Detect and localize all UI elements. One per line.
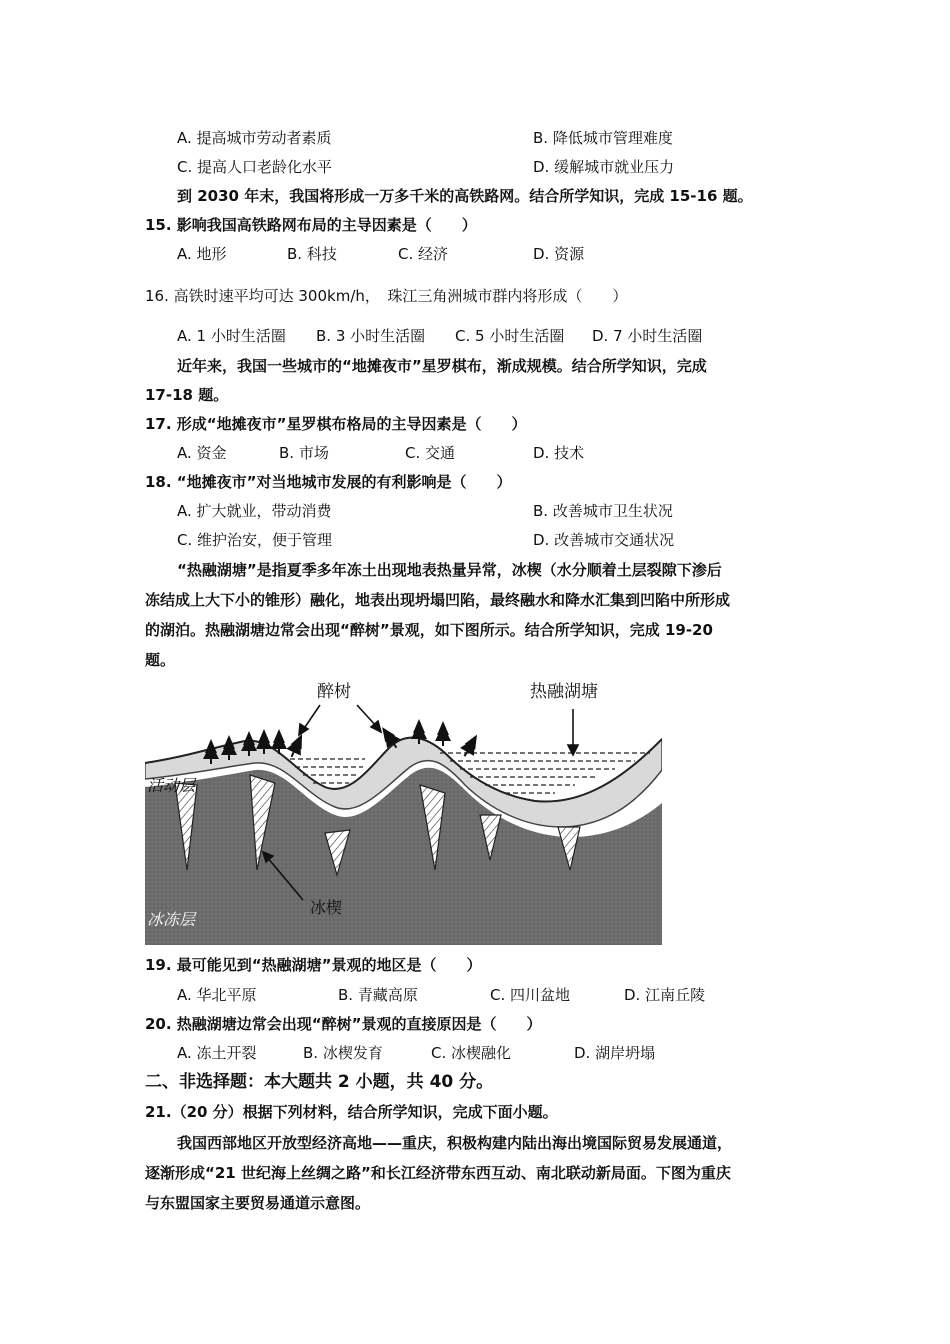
q15-option-c: C. 经济 <box>398 245 449 263</box>
q14-option-a: A. 提高城市劳动者素质 <box>177 129 332 147</box>
q14-option-c: C. 提高人口老龄化水平 <box>177 158 333 176</box>
q21-para-line2: 逐渐形成“21 世纪海上丝绸之路”和长江经济带东西互动、南北联动新局面。下图为重庆 <box>145 1164 731 1182</box>
intro-19-20-line2: 冻结成上大下小的锥形）融化，地表出现坍塌凹陷，最终融水和降水汇集到凹陷中所形成 <box>145 591 731 609</box>
intro-19-20-line1: “热融湖塘”是指夏季多年冻土出现地表热量异常，冰楔（水分顺着土层裂隙下渗后 <box>177 561 722 579</box>
q15-option-d: D. 资源 <box>533 245 585 263</box>
q19-option-d: D. 江南丘陵 <box>624 986 706 1004</box>
q16-option-b: B. 3 小时生活圈 <box>316 327 426 345</box>
thermokarst-diagram <box>145 675 662 945</box>
label-active-layer: 活动层 <box>147 776 196 795</box>
q14-option-b: B. 降低城市管理难度 <box>533 129 673 147</box>
intro-17-18-line1: 近年来，我国一些城市的“地摊夜市”星罗棋布，渐成规模。结合所学知识，完成 <box>177 357 707 375</box>
intro-19-20-line4: 题。 <box>145 651 176 669</box>
section-2-title: 二、非选择题：本大题共 2 小题，共 40 分。 <box>145 1072 494 1092</box>
q15-option-b: B. 科技 <box>287 245 337 263</box>
q18-option-b: B. 改善城市卫生状况 <box>533 502 673 520</box>
q20-option-b: B. 冰楔发育 <box>303 1044 383 1062</box>
q19-option-b: B. 青藏高原 <box>338 986 418 1004</box>
q18-option-a: A. 扩大就业，带动消费 <box>177 502 332 520</box>
q20-option-a: A. 冻土开裂 <box>177 1044 257 1062</box>
q20-option-d: D. 湖岸坍塌 <box>574 1044 656 1062</box>
intro-19-20-line3: 的湖泊。热融湖塘边常会出现“醉树”景观，如下图所示。结合所学知识，完成 19-20 <box>145 621 713 639</box>
label-ice-wedge: 冰楔 <box>310 898 343 917</box>
q20-option-c: C. 冰楔融化 <box>431 1044 512 1062</box>
q17-stem: 17. 形成“地摊夜市”星罗棋布格局的主导因素是（ ） <box>145 415 527 433</box>
q18-stem: 18. “地摊夜市”对当地城市发展的有利影响是（ ） <box>145 473 512 491</box>
q17-option-a: A. 资金 <box>177 444 227 462</box>
q17-option-b: B. 市场 <box>279 444 329 462</box>
label-thaw-lake: 热融湖塘 <box>530 682 598 702</box>
q14-option-d: D. 缓解城市就业压力 <box>533 158 675 176</box>
q21-para-line1: 我国西部地区开放型经济高地——重庆，积极构建内陆出海出境国际贸易发展通道， <box>177 1134 733 1152</box>
q19-option-c: C. 四川盆地 <box>490 986 571 1004</box>
q19-stem: 19. 最可能见到“热融湖塘”景观的地区是（ ） <box>145 956 482 974</box>
q15-stem: 15. 影响我国高铁路网布局的主导因素是（ ） <box>145 216 477 234</box>
q16-option-a: A. 1 小时生活圈 <box>177 327 286 345</box>
q16-option-d: D. 7 小时生活圈 <box>592 327 703 345</box>
q19-option-a: A. 华北平原 <box>177 986 257 1004</box>
q17-option-d: D. 技术 <box>533 444 585 462</box>
q15-option-a: A. 地形 <box>177 245 227 263</box>
q21-para-line3: 与东盟国家主要贸易通道示意图。 <box>145 1194 371 1212</box>
q16-option-c: C. 5 小时生活圈 <box>455 327 565 345</box>
intro-15-16: 到 2030 年末，我国将形成一万多千米的高铁路网。结合所学知识，完成 15-16 题。 <box>177 187 753 205</box>
intro-17-18-line2: 17-18 题。 <box>145 386 229 404</box>
q18-option-d: D. 改善城市交通状况 <box>533 531 675 549</box>
q21-stem: 21.（20 分）根据下列材料，结合所学知识，完成下面小题。 <box>145 1103 558 1121</box>
label-permafrost: 冰冻层 <box>147 910 196 929</box>
q17-option-c: C. 交通 <box>405 444 456 462</box>
q20-stem: 20. 热融湖塘边常会出现“醉树”景观的直接原因是（ ） <box>145 1015 542 1033</box>
label-drunk-tree: 醉树 <box>317 682 351 702</box>
q18-option-c: C. 维护治安，便于管理 <box>177 531 333 549</box>
q16-stem: 16. 高铁时速平均可达 300km/h， 珠江三角洲城市群内将形成（ ） <box>145 287 628 305</box>
